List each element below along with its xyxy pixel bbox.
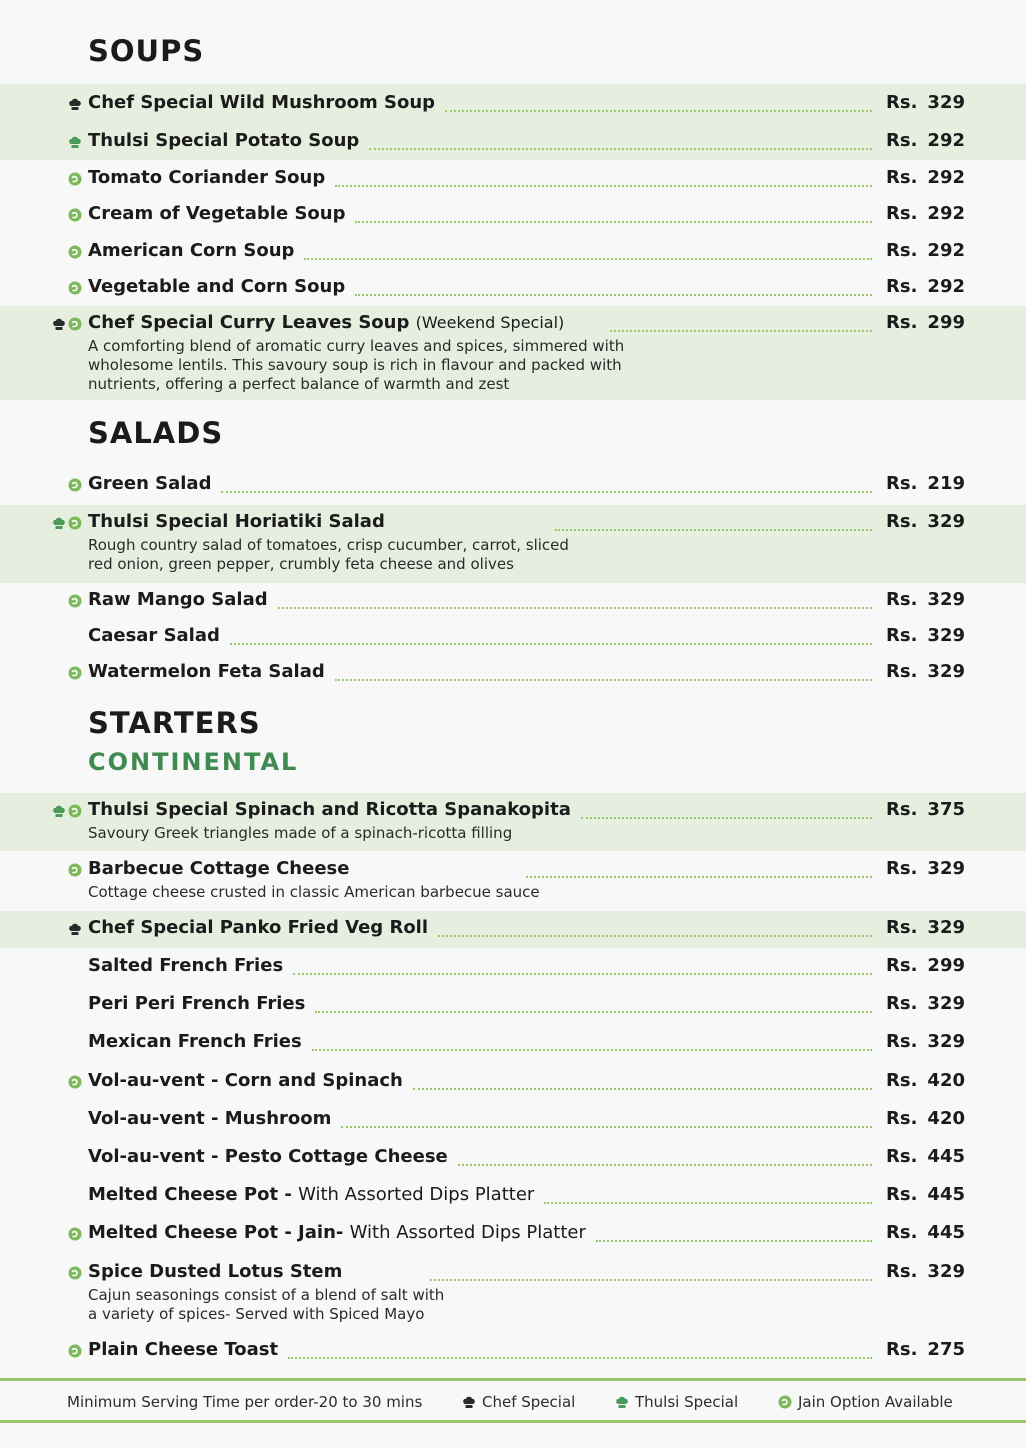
dotted-leader xyxy=(230,643,872,645)
price-amount: 299 xyxy=(927,312,965,333)
currency-label: Rs. xyxy=(886,511,918,532)
item-price xyxy=(886,625,965,646)
menu-item xyxy=(0,949,1026,985)
jain-icon xyxy=(68,594,82,608)
jain-icon xyxy=(68,208,82,222)
dotted-leader xyxy=(458,1164,872,1166)
item-icons xyxy=(68,1225,82,1243)
price-amount: 445 xyxy=(927,1222,965,1243)
dotted-leader xyxy=(355,294,872,296)
legend-jain-option xyxy=(778,1393,953,1411)
item-name-text: Vegetable and Corn Soup xyxy=(88,276,346,297)
legend-chef-label: Chef Special xyxy=(482,1393,576,1411)
currency-label: Rs. xyxy=(886,858,918,879)
item-description: Cottage cheese crusted in classic American barbecue sauce xyxy=(88,883,540,901)
item-price xyxy=(886,92,965,113)
item-icons xyxy=(52,802,82,820)
item-icons xyxy=(68,861,82,879)
serving-time-note: Minimum Serving Time per order-20 to 30 mins xyxy=(67,1393,423,1411)
section-title-soups: SOUPS xyxy=(88,34,205,68)
menu-item xyxy=(0,306,1026,393)
item-icons xyxy=(52,315,82,333)
item-price xyxy=(886,917,965,938)
item-name xyxy=(88,1184,534,1205)
currency-label: Rs. xyxy=(886,1184,918,1205)
item-name xyxy=(88,203,345,224)
item-name xyxy=(88,858,349,879)
jain-icon xyxy=(68,516,82,530)
chef-hat-icon xyxy=(68,922,82,936)
menu-item xyxy=(0,1102,1026,1138)
price-amount: 219 xyxy=(927,473,965,494)
item-name xyxy=(88,799,571,820)
dotted-leader xyxy=(369,148,872,150)
item-name-text: Caesar Salad xyxy=(88,625,220,646)
item-name xyxy=(88,955,283,976)
item-name-text: Chef Special Panko Fried Veg Roll xyxy=(88,917,429,938)
item-name-text: Plain Cheese Toast xyxy=(88,1339,279,1360)
item-price xyxy=(886,240,965,261)
item-price xyxy=(886,1031,965,1052)
item-name xyxy=(88,511,385,532)
currency-label: Rs. xyxy=(886,1222,918,1243)
currency-label: Rs. xyxy=(886,473,918,494)
menu-item xyxy=(0,793,1026,842)
currency-label: Rs. xyxy=(886,167,918,188)
item-price xyxy=(886,511,965,532)
item-icons xyxy=(68,170,82,188)
jain-icon xyxy=(778,1395,792,1409)
thulsi-hat-icon xyxy=(615,1395,629,1409)
item-name-text: Green Salad xyxy=(88,473,212,494)
menu-item xyxy=(0,1216,1026,1252)
item-name-text: Vol-au-vent - Mushroom xyxy=(88,1108,332,1129)
item-description: Rough country salad of tomatoes, crisp cucumber, carrot, sliced red onion, green pepper, crumbly feta cheese and olives xyxy=(88,536,569,573)
price-amount: 292 xyxy=(927,130,965,151)
item-name xyxy=(88,625,220,646)
price-amount: 445 xyxy=(927,1184,965,1205)
currency-label: Rs. xyxy=(886,92,918,113)
item-name xyxy=(88,1146,448,1167)
item-name xyxy=(88,1031,302,1052)
jain-icon xyxy=(68,1227,82,1241)
item-name xyxy=(88,130,359,151)
price-amount: 329 xyxy=(927,993,965,1014)
item-price xyxy=(886,589,965,610)
dotted-leader xyxy=(278,607,872,609)
menu-item xyxy=(0,911,1026,947)
item-icons xyxy=(68,1342,82,1360)
price-amount: 329 xyxy=(927,1031,965,1052)
item-note: (Weekend Special) xyxy=(415,313,565,332)
price-amount: 329 xyxy=(927,625,965,646)
section-title-salads: SALADS xyxy=(88,416,224,450)
dotted-leader xyxy=(335,679,872,681)
item-name-text: Watermelon Feta Salad xyxy=(88,661,325,682)
item-name-text: Vol-au-vent - Pesto Cottage Cheese xyxy=(88,1146,448,1167)
footer-rule-bottom xyxy=(0,1420,1026,1423)
currency-label: Rs. xyxy=(886,799,918,820)
item-name xyxy=(88,1108,331,1129)
menu-item xyxy=(0,1255,1026,1323)
item-name-text: Melted Cheese Pot - Jain- xyxy=(88,1222,344,1243)
price-amount: 329 xyxy=(927,917,965,938)
price-amount: 329 xyxy=(927,511,965,532)
menu-item xyxy=(0,655,1026,691)
currency-label: Rs. xyxy=(886,203,918,224)
menu-item xyxy=(0,505,1026,573)
dotted-leader xyxy=(341,1126,872,1128)
dotted-leader xyxy=(581,817,872,819)
item-name-text: Vol-au-vent - Corn and Spinach xyxy=(88,1070,403,1091)
item-name xyxy=(88,240,294,261)
item-price xyxy=(886,312,965,333)
item-price xyxy=(886,473,965,494)
item-name xyxy=(88,276,345,297)
menu-item xyxy=(0,1140,1026,1176)
dotted-leader xyxy=(355,221,872,223)
price-amount: 329 xyxy=(927,92,965,113)
item-icons xyxy=(68,1073,82,1091)
currency-label: Rs. xyxy=(886,917,918,938)
dotted-leader xyxy=(526,876,872,878)
jain-icon xyxy=(68,172,82,186)
menu-item xyxy=(0,161,1026,197)
price-amount: 445 xyxy=(927,1146,965,1167)
item-price xyxy=(886,1108,965,1129)
price-amount: 275 xyxy=(927,1339,965,1360)
price-amount: 420 xyxy=(927,1070,965,1091)
dotted-leader xyxy=(293,973,872,975)
item-icons xyxy=(68,133,82,151)
menu-item xyxy=(0,467,1026,503)
item-name-text: Mexican French Fries xyxy=(88,1031,302,1052)
chef-hat-icon xyxy=(52,317,66,331)
jain-icon xyxy=(68,478,82,492)
item-name-suffix: With Assorted Dips Platter xyxy=(349,1222,586,1243)
item-description: Cajun seasonings consist of a blend of salt with a variety of spices- Served with Spiced Mayo xyxy=(88,1286,445,1323)
item-name xyxy=(88,312,564,333)
chef-hat-icon xyxy=(68,97,82,111)
item-name xyxy=(88,661,325,682)
item-icons xyxy=(68,592,82,610)
dotted-leader xyxy=(413,1088,872,1090)
item-name xyxy=(88,92,435,113)
item-icons xyxy=(68,206,82,224)
item-name-text: Cream of Vegetable Soup xyxy=(88,203,346,224)
item-price xyxy=(886,858,965,879)
item-price xyxy=(886,276,965,297)
menu-item xyxy=(0,270,1026,306)
price-amount: 292 xyxy=(927,240,965,261)
menu-item xyxy=(0,1178,1026,1214)
item-name xyxy=(88,589,268,610)
item-name-text: Chef Special Wild Mushroom Soup xyxy=(88,92,436,113)
item-name-text: Raw Mango Salad xyxy=(88,589,268,610)
item-icons xyxy=(68,243,82,261)
currency-label: Rs. xyxy=(886,1031,918,1052)
dotted-leader xyxy=(596,1240,872,1242)
item-price xyxy=(886,1261,965,1282)
menu-item xyxy=(0,1025,1026,1061)
dotted-leader xyxy=(288,1357,872,1359)
menu-item xyxy=(0,197,1026,233)
item-price xyxy=(886,993,965,1014)
currency-label: Rs. xyxy=(886,240,918,261)
item-name xyxy=(88,1222,586,1243)
item-name-text: Peri Peri French Fries xyxy=(88,993,306,1014)
item-name xyxy=(88,473,211,494)
currency-label: Rs. xyxy=(886,1070,918,1091)
currency-label: Rs. xyxy=(886,625,918,646)
menu-item xyxy=(0,86,1026,122)
item-name-text: American Corn Soup xyxy=(88,240,295,261)
jain-icon xyxy=(68,1344,82,1358)
item-icons xyxy=(68,279,82,297)
item-price xyxy=(886,661,965,682)
item-name xyxy=(88,993,305,1014)
menu-item xyxy=(0,987,1026,1023)
jain-icon xyxy=(68,245,82,259)
price-amount: 299 xyxy=(927,955,965,976)
item-price xyxy=(886,1146,965,1167)
dotted-leader xyxy=(445,110,872,112)
footer-legend xyxy=(0,1384,1026,1420)
item-price xyxy=(886,1070,965,1091)
price-amount: 375 xyxy=(927,799,965,820)
menu-item xyxy=(0,124,1026,160)
legend-thulsi-label: Thulsi Special xyxy=(635,1393,739,1411)
jain-icon xyxy=(68,863,82,877)
currency-label: Rs. xyxy=(886,276,918,297)
menu-item xyxy=(0,619,1026,655)
jain-icon xyxy=(68,281,82,295)
menu-item xyxy=(0,852,1026,901)
dotted-leader xyxy=(555,529,872,531)
currency-label: Rs. xyxy=(886,130,918,151)
item-name-text: Thulsi Special Horiatiki Salad xyxy=(88,511,385,532)
item-description: A comforting blend of aromatic curry leaves and spices, simmered with wholesome lentils. This savoury soup is rich in flavour and packed with nutrients, offering a perfect balance of warmth and zest xyxy=(88,337,625,393)
item-name xyxy=(88,1070,403,1091)
dotted-leader xyxy=(430,1279,872,1281)
item-name-text: Spice Dusted Lotus Stem xyxy=(88,1261,343,1282)
jain-icon xyxy=(68,317,82,331)
item-description: Savoury Greek triangles made of a spinach-ricotta filling xyxy=(88,824,513,842)
jain-icon xyxy=(68,1266,82,1280)
footer-rule-top xyxy=(0,1378,1026,1381)
menu-item xyxy=(0,583,1026,619)
jain-icon xyxy=(68,1075,82,1089)
price-amount: 292 xyxy=(927,203,965,224)
currency-label: Rs. xyxy=(886,1339,918,1360)
dotted-leader xyxy=(335,185,872,187)
item-icons xyxy=(68,476,82,494)
currency-label: Rs. xyxy=(886,1108,918,1129)
price-amount: 329 xyxy=(927,858,965,879)
item-name-text: Thulsi Special Potato Soup xyxy=(88,130,360,151)
item-name-text: Salted French Fries xyxy=(88,955,284,976)
dotted-leader xyxy=(544,1202,872,1204)
item-price xyxy=(886,799,965,820)
legend-thulsi-special xyxy=(615,1393,738,1411)
price-amount: 292 xyxy=(927,167,965,188)
item-icons xyxy=(68,95,82,113)
chef-hat-icon xyxy=(462,1395,476,1409)
section-title-starters: STARTERS xyxy=(88,706,261,740)
currency-label: Rs. xyxy=(886,312,918,333)
dotted-leader xyxy=(438,935,872,937)
item-name xyxy=(88,1261,342,1282)
currency-label: Rs. xyxy=(886,1146,918,1167)
section-subtitle-continental: CONTINENTAL xyxy=(88,748,299,776)
item-icons xyxy=(68,1264,82,1282)
item-name xyxy=(88,917,428,938)
dotted-leader xyxy=(610,330,872,332)
currency-label: Rs. xyxy=(886,589,918,610)
price-amount: 329 xyxy=(927,589,965,610)
currency-label: Rs. xyxy=(886,955,918,976)
item-price xyxy=(886,1184,965,1205)
item-price xyxy=(886,1222,965,1243)
dotted-leader xyxy=(304,258,872,260)
currency-label: Rs. xyxy=(886,661,918,682)
menu-item xyxy=(0,234,1026,270)
thulsi-hat-icon xyxy=(52,516,66,530)
legend-chef-special xyxy=(462,1393,575,1411)
menu-item xyxy=(0,1333,1026,1369)
jain-icon xyxy=(68,666,82,680)
price-amount: 329 xyxy=(927,661,965,682)
item-price xyxy=(886,130,965,151)
thulsi-hat-icon xyxy=(52,804,66,818)
currency-label: Rs. xyxy=(886,1261,918,1282)
dotted-leader xyxy=(315,1011,872,1013)
dotted-leader xyxy=(221,491,872,493)
legend-jain-label: Jain Option Available xyxy=(798,1393,953,1411)
item-name-text: Barbecue Cottage Cheese xyxy=(88,858,350,879)
item-name-suffix: With Assorted Dips Platter xyxy=(298,1184,535,1205)
item-icons xyxy=(52,514,82,532)
item-price xyxy=(886,203,965,224)
item-name xyxy=(88,167,325,188)
item-icons xyxy=(68,664,82,682)
item-name-text: Thulsi Special Spinach and Ricotta Spanakopita xyxy=(88,799,571,820)
price-amount: 329 xyxy=(927,1261,965,1282)
price-amount: 292 xyxy=(927,276,965,297)
item-icons xyxy=(68,920,82,938)
jain-icon xyxy=(68,804,82,818)
thulsi-hat-icon xyxy=(68,135,82,149)
item-name xyxy=(88,1339,278,1360)
menu-item xyxy=(0,1064,1026,1100)
price-amount: 420 xyxy=(927,1108,965,1129)
item-name-text: Chef Special Curry Leaves Soup xyxy=(88,312,410,333)
item-price xyxy=(886,167,965,188)
item-price xyxy=(886,1339,965,1360)
item-price xyxy=(886,955,965,976)
item-name-text: Melted Cheese Pot - xyxy=(88,1184,292,1205)
item-name-text: Tomato Coriander Soup xyxy=(88,167,326,188)
dotted-leader xyxy=(312,1049,872,1051)
currency-label: Rs. xyxy=(886,993,918,1014)
